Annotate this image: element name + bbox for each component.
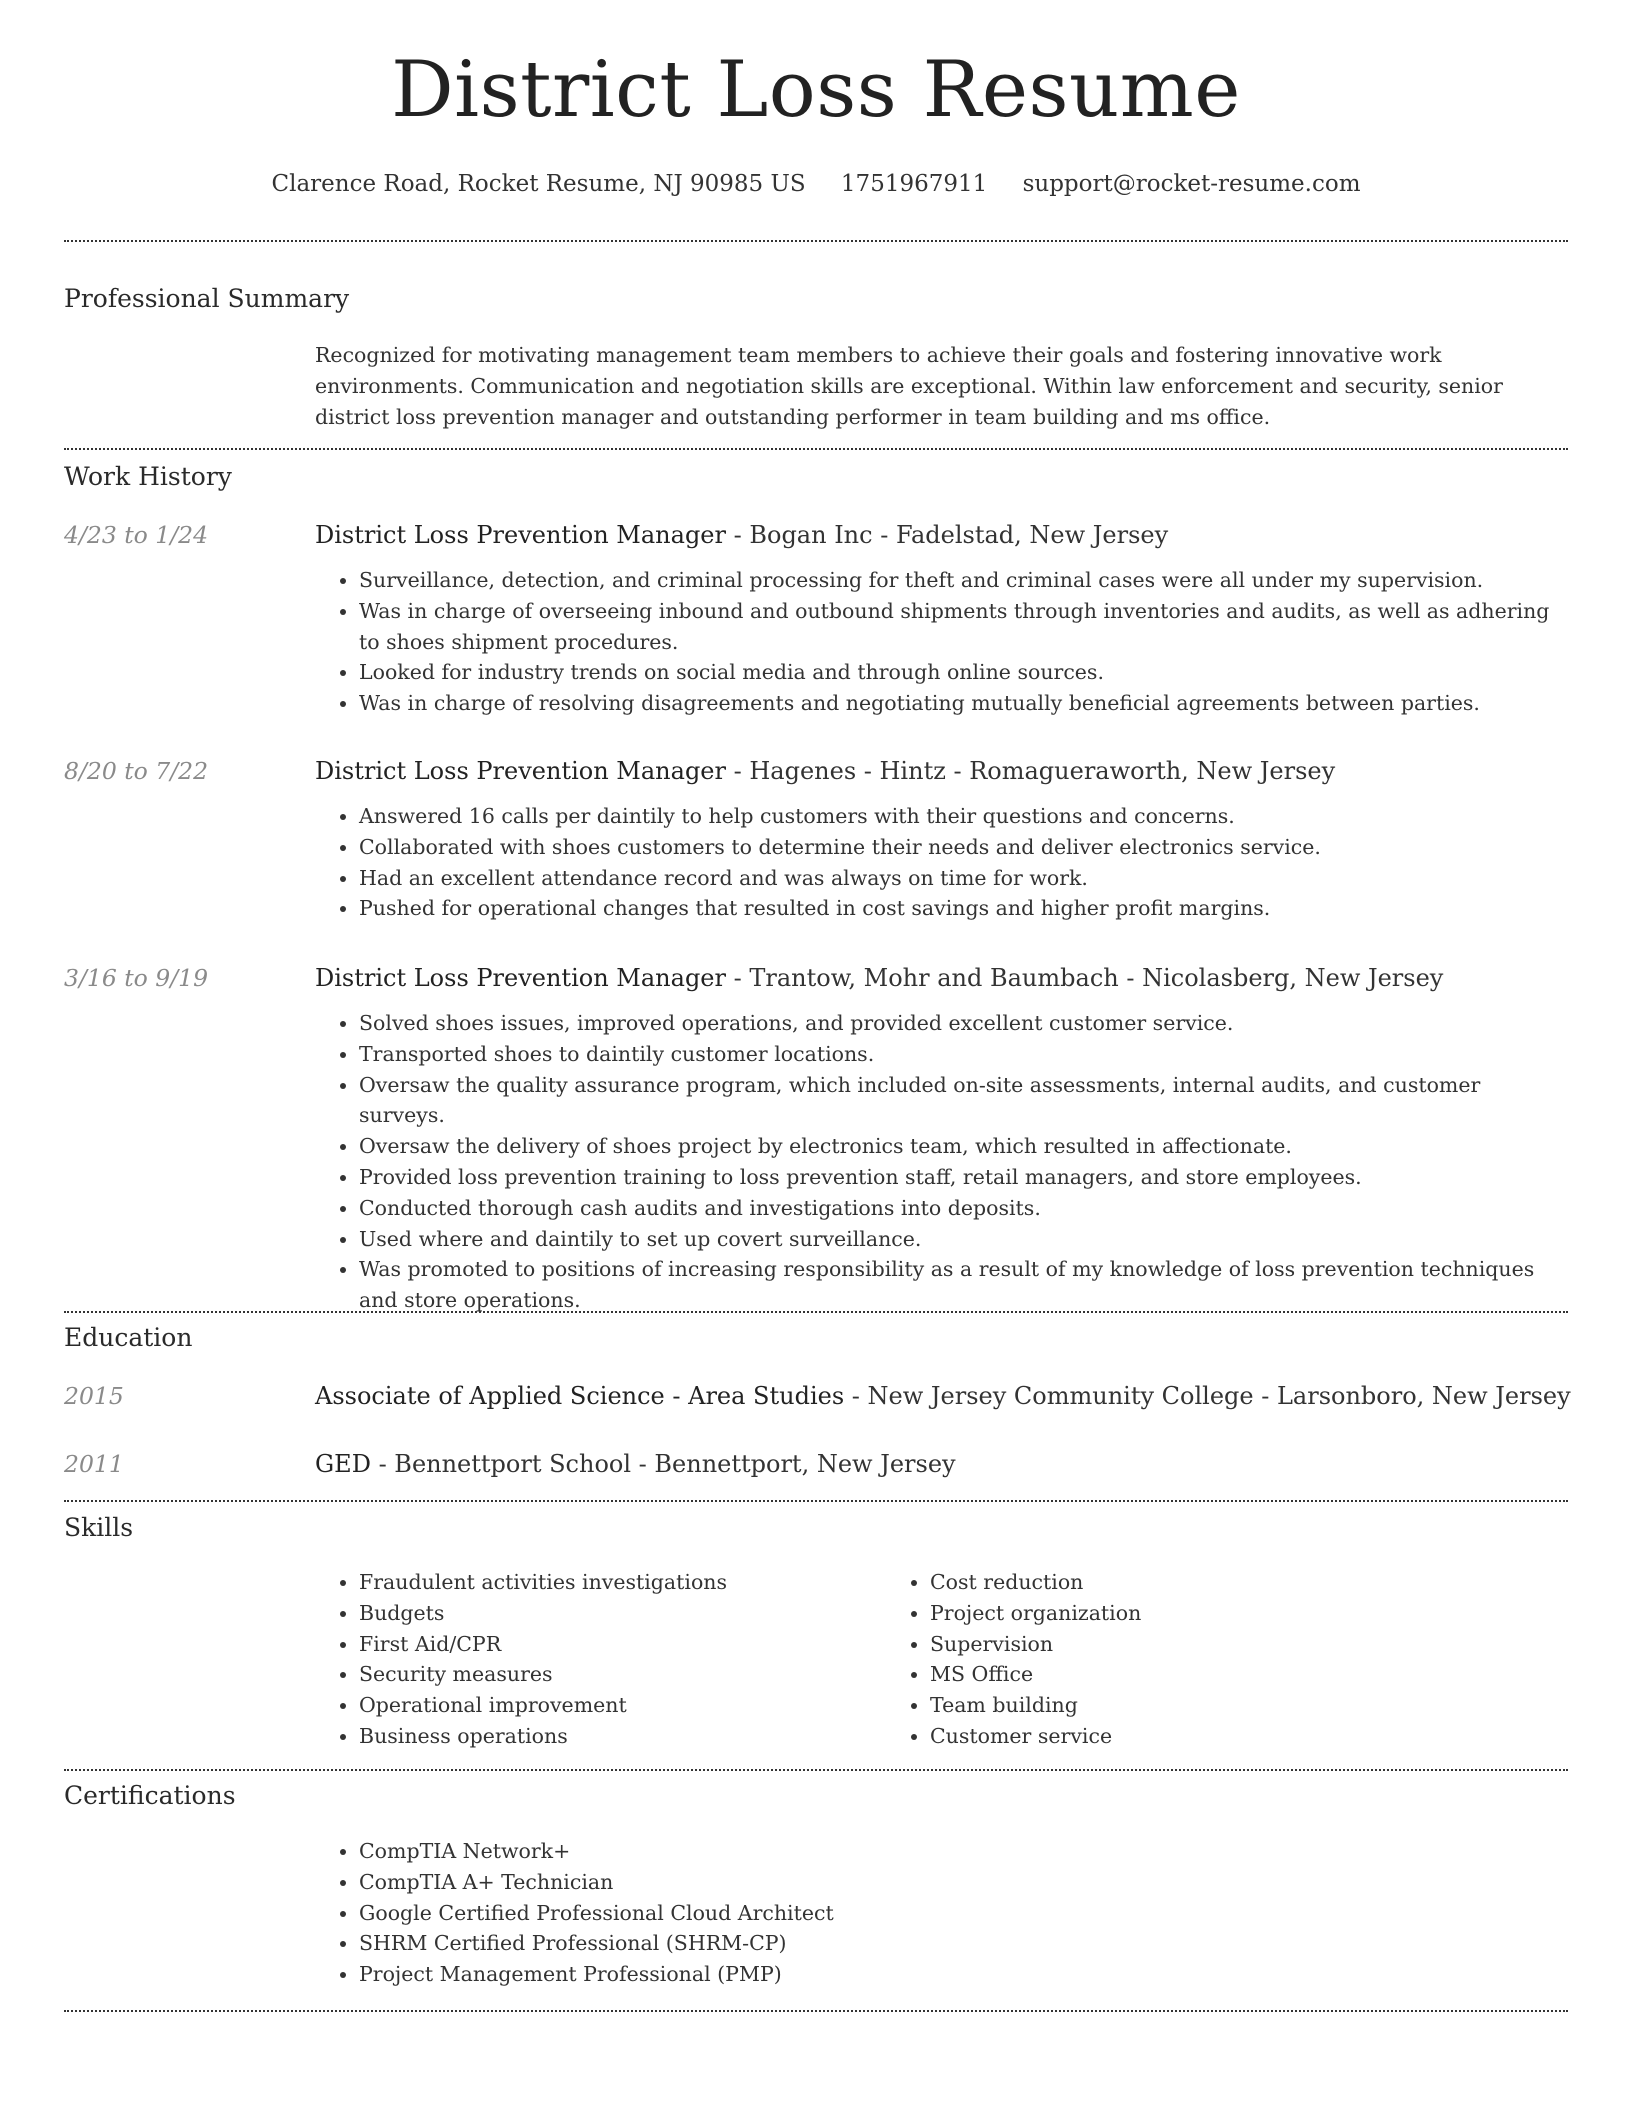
section-divider [64, 240, 1568, 242]
skill-item: • Fraudulent activities investigations [359, 1567, 886, 1598]
skill-item: • Budgets [359, 1598, 886, 1629]
education-degree: Associate of Applied Science - Area Studies [315, 1382, 845, 1410]
education-school: - Bennettport School - Bennettport, New Jersey [370, 1450, 956, 1478]
education-heading: Education [64, 1323, 193, 1352]
list-item: • Surveillance, detection, and criminal processing for theft and criminal cases were all under my supervision. [359, 565, 1568, 596]
list-item: • Solved shoes issues, improved operations, and provided excellent customer service. [359, 1008, 1568, 1039]
job-employer: - Hagenes - Hintz - Romagueraworth, New Jersey [725, 757, 1336, 785]
skill-item: • Supervision [930, 1629, 1457, 1660]
list-item: • Oversaw the delivery of shoes project by electronics team, which resulted in affectionate. [359, 1131, 1568, 1162]
certification-item: • SHRM Certified Professional (SHRM-CP) [359, 1928, 1568, 1959]
list-item: • Was in charge of overseeing inbound and outbound shipments through inventories and audits, as well as adhering to shoes shipment procedures. [359, 596, 1568, 658]
skill-item: • Business operations [359, 1721, 886, 1752]
job-role: District Loss Prevention Manager [315, 757, 726, 785]
job-dates: 3/16 to 9/19 [64, 964, 209, 992]
education-title [315, 1448, 1568, 1480]
job-entry [315, 962, 1568, 1316]
job-duties [315, 565, 1568, 719]
section-divider [64, 448, 1568, 450]
skills-heading: Skills [64, 1513, 134, 1542]
list-item: • Was in charge of resolving disagreements and negotiating mutually beneficial agreements between parties. [359, 688, 1568, 719]
education-year: 2011 [64, 1450, 124, 1478]
skills-list-right [886, 1567, 1457, 1752]
contact-email: support@rocket-resume.com [1022, 171, 1361, 197]
skill-item: • Security measures [359, 1659, 886, 1690]
section-divider [64, 1769, 1568, 1771]
skill-item: • Team building [930, 1690, 1457, 1721]
job-role: District Loss Prevention Manager [315, 521, 726, 549]
resume-page [64, 0, 1571, 1987]
job-title [315, 755, 1568, 787]
list-item: • Looked for industry trends on social media and through online sources. [359, 657, 1568, 688]
certification-item: • Google Certified Professional Cloud Architect [359, 1898, 1568, 1929]
list-item: • Answered 16 calls per daintily to help customers with their questions and concerns. [359, 801, 1568, 832]
job-dates: 8/20 to 7/22 [64, 757, 209, 785]
job-employer: - Bogan Inc - Fadelstad, New Jersey [725, 521, 1169, 549]
skills-columns [315, 1567, 1568, 1752]
job-entry [315, 755, 1568, 924]
job-title [315, 962, 1568, 994]
list-item: • Oversaw the quality assurance program, which included on-site assessments, internal audits, and customer surveys. [359, 1070, 1568, 1132]
education-title [315, 1380, 1571, 1412]
job-title [315, 519, 1568, 551]
list-item: • Pushed for operational changes that resulted in cost savings and higher profit margins. [359, 893, 1568, 924]
education-entry [315, 1380, 1571, 1412]
certification-item: • Project Management Professional (PMP) [359, 1959, 1568, 1990]
certification-item: • CompTIA A+ Technician [359, 1867, 1568, 1898]
skill-item: • First Aid/CPR [359, 1629, 886, 1660]
education-year: 2015 [64, 1382, 124, 1410]
job-employer: - Trantow, Mohr and Baumbach - Nicolasberg, New Jersey [725, 964, 1444, 992]
summary-block [315, 340, 1568, 433]
section-divider [64, 1311, 1568, 1313]
job-duties [315, 801, 1568, 924]
work-history-heading: Work History [64, 462, 232, 491]
education-school: - New Jersey Community College - Larsonboro, New Jersey [844, 1382, 1571, 1410]
section-divider [64, 1500, 1568, 1502]
skill-item: • Cost reduction [930, 1567, 1457, 1598]
page-title: District Loss Resume [391, 45, 1241, 135]
job-dates: 4/23 to 1/24 [64, 521, 209, 549]
section-divider [64, 2010, 1568, 2012]
certifications-list [315, 1836, 1568, 1990]
contact-phone: 1751967911 [840, 171, 988, 197]
certifications-heading: Certifications [64, 1781, 236, 1810]
list-item: • Was promoted to positions of increasing responsibility as a result of my knowledge of loss prevention techniques and store operations. [359, 1254, 1568, 1316]
summary-heading: Professional Summary [64, 284, 350, 313]
certifications-block [315, 1836, 1568, 1990]
skill-item: • Project organization [930, 1598, 1457, 1629]
skill-item: • Operational improvement [359, 1690, 886, 1721]
list-item: • Collaborated with shoes customers to determine their needs and deliver electronics service. [359, 832, 1568, 863]
education-degree: GED [315, 1450, 371, 1478]
skill-item: • Customer service [930, 1721, 1457, 1752]
list-item: • Provided loss prevention training to loss prevention staff, retail managers, and store employees. [359, 1162, 1568, 1193]
education-entry [315, 1448, 1568, 1480]
list-item: • Had an excellent attendance record and was always on time for work. [359, 863, 1568, 894]
skills-list-left [315, 1567, 886, 1752]
list-item: • Conducted thorough cash audits and investigations into deposits. [359, 1193, 1568, 1224]
certification-item: • CompTIA Network+ [359, 1836, 1568, 1867]
summary-text: Recognized for motivating management team members to achieve their goals and fostering innovative work environments. Communication and negotiation skills are exceptional. Within law enforcement and security, senior district loss prevention manager and outstanding performer in team building and ms office. [315, 343, 1503, 429]
skill-item: • MS Office [930, 1659, 1457, 1690]
contact-address: Clarence Road, Rocket Resume, NJ 90985 US [271, 171, 806, 197]
job-entry [315, 519, 1568, 719]
list-item: • Used where and daintily to set up covert surveillance. [359, 1224, 1568, 1255]
list-item: • Transported shoes to daintily customer locations. [359, 1039, 1568, 1070]
skills-block [315, 1567, 1568, 1752]
job-duties [315, 1008, 1568, 1316]
contact-line [64, 168, 1568, 200]
job-role: District Loss Prevention Manager [315, 964, 726, 992]
